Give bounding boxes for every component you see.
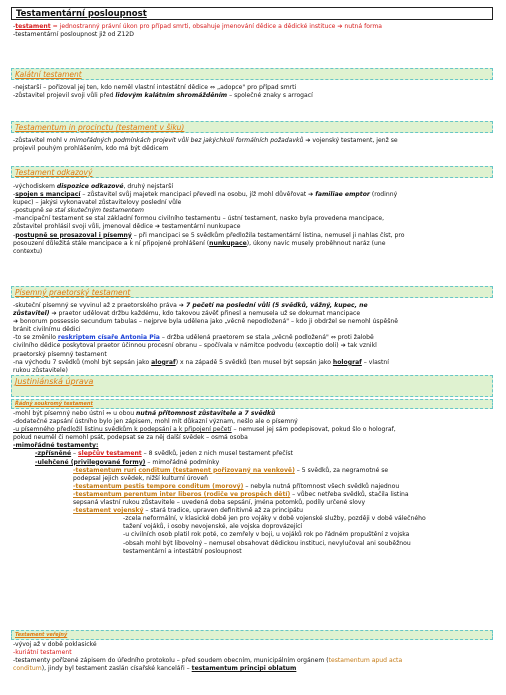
section-header-praetorsky: Písemný praetorský testament [11,286,493,298]
page-title: Testamentární posloupnost [11,7,493,20]
equivalence-icon: ⇔ [330,334,336,342]
arrow-icon: ➔ [308,191,314,199]
arrow-icon: ➔ [340,342,346,350]
equivalence-icon: ⇔ [106,410,112,417]
section-header-odkazovy: Testament odkazový [11,166,493,178]
intro-line: -testamentární posloupnost již od Z12D [13,31,134,39]
section-odkazovy: -východiskem dispozice odkazové, druhý nejstarší -spojen s mancipací – zůstavitel svůj majetek mancipací převedl na osobu, jíž mohl důvěřovat ➔ familiae emptor (rodinný kupec) – jakýsi vykonavatel zůstavitelovy poslední vůle -postupně se stal skutečným testamentem -mancipační testament se stal základní formou civilního testamentu – ústní testament, nasko byla provedena mancipace, zůstavitel prohlásil svoji vůli, jmenoval dědice ➔ testamentární nunkupace -postupně se prosazoval i písemný – při mancipaci se 5 svědkům předložila testamentární listina, nemusel ji nahlas číst, pro posouzení důležitá stále mancipace a k ní připojené prohlášení (nunkupace), úkony navíc musely proběhnout naráz (une contextu) [13,183,405,255]
intro-line: -testament = jednostranný právní úkon pro případ smrti, obsahuje jmenování dědice a dědické instituce ➔ nutná forma [13,23,383,30]
arrow-icon: ➔ [51,310,57,318]
arrow-icon: ➔ [337,23,343,30]
section-justinian: -mohl být písemný nebo ústní ⇔ u obou nutná přítomnost zůstavitele a 7 svědků -dodatečné zapsání ústního bylo jen zápisem, mohl mít důkazní význam, nešlo ale o písemný -u písemného předložil listinu svědkům k podepsání a k připojení pečetí – nemusel jej sám podepisovat, pokud šlo o holograf, pokud neuměl či nemohl psát, podepsat se za něj další svědek – osmá osoba -mimořádné testamenty: -zpřísněné – slepčův testament – 8 svědků, jeden z nich musel testament přečíst -ulehčené (privilegované formy) – mimořádné podmínky -testamentum ruri conditum (testament pořizovaný na venkově) – 5 svědků, za negramotné se podepsal jejich svědek, nižší kulturní úroveň -testamentum pestis tempore conditum (morový) – nebyla nutná přítomnost všech svědků najednou -testamentum perentum inter liberos (rodiče ve prospěch dětí) – vůbec netřeba svědků, stačila listina sepsaná vlastní rukou zůstavitele – uvedená doba sepsání, jména potomků, podíly určené slovy -testament vojenský – stará tradice, upraven definitivně až za principátu -zcela neformální, v klasické době jen pro vojáky v době vojenské služby, později v době válečného tažení vojáků, i osoby nevojenské, ale vojska doprovázející -u civilních osob platil rok poté, co zemřely v boji, u vojáků rok po řádném propuštění z vojska -obsah mohl být libovolný – nemusel obsahovat dědickou instituci, nevylučoval ani souběžnou testamentární a intestátní posloupnost [13,410,426,555]
section-verejny: -vývoj až v době poklasické -kuriátní testament -testamenty pořízené zápisem do úředního protokolu – před soudem obecním, municipálním orgánem (testamentum apud acta conditum), jindy byl testament zaslán císařské kanceláři – testamentum principi oblatum [13,641,403,673]
arrow-icon: ➔ [178,302,184,309]
arrow-icon: ➔ [154,223,161,231]
section-header-justinian: Justiniánská úprava [11,375,493,397]
section-header-kalatni: Kalátní testament [11,68,493,80]
section-header-verejny: Testament veřejný [11,630,493,640]
arrow-icon: ➔ [305,137,311,144]
equivalence-icon: ⇔ [209,84,216,91]
section-procinctu: -zůstavitel mohl v mimořádných podmínkách projevit vůli bez jakýchkoli formálních požadavků ➔ vojenský testament, jenž se projevil pouhým prohlášením, kdo má být dědicem [13,137,398,153]
intro-block [13,23,491,39]
section-praetorsky: -skuteční písemný se vyvinul až z praetorského práva ➔ 7 pečetí na poslední vůli (5 svědků, vážný, kupec, ne zůstavitel) ➔ praetor udělovat držbu každému, kdo takovou závěť přinesl a nemusela už se dokumat mancipace ➔ bonorum possessio secundum tabulas – nejprve byla udělena jako „věcně nepodložená" – kdo ji obdržel se nemohl úspěšně bránit civilnímu dědici -to se změnilo reskriptem císaře Antonia Pia – držba udělená praetorem se stala „věcně podložená" ⇔ proti žalobě civilního dědice poskytoval praetor účinnou procesní obranu – spočívala v námitce podvodu (exceptio doli) ➔ tak vznikl praetorský písemný testament -na východu 7 svědků (mohl být sepsán jako alograf) x na západě 5 svědků (ten musel být sepsán jako holograf – vlastní rukou zůstavitele) [13,302,399,374]
subheader-radny: Řádný soukromý testament [11,399,493,409]
arrow-icon: ➔ [13,318,19,326]
section-header-procinctu: Testamentum in procinctu (testament v šiku) [11,121,493,133]
section-kalatni: -nejstarší – pořizoval jej ten, kdo neměl vlastní intestátní dědice ⇔ „adopce" pro případ smrti -zůstavitel projevil svoji vůli před lidovým kalátním shromážděním – společné znaky s arrogací [13,84,313,100]
